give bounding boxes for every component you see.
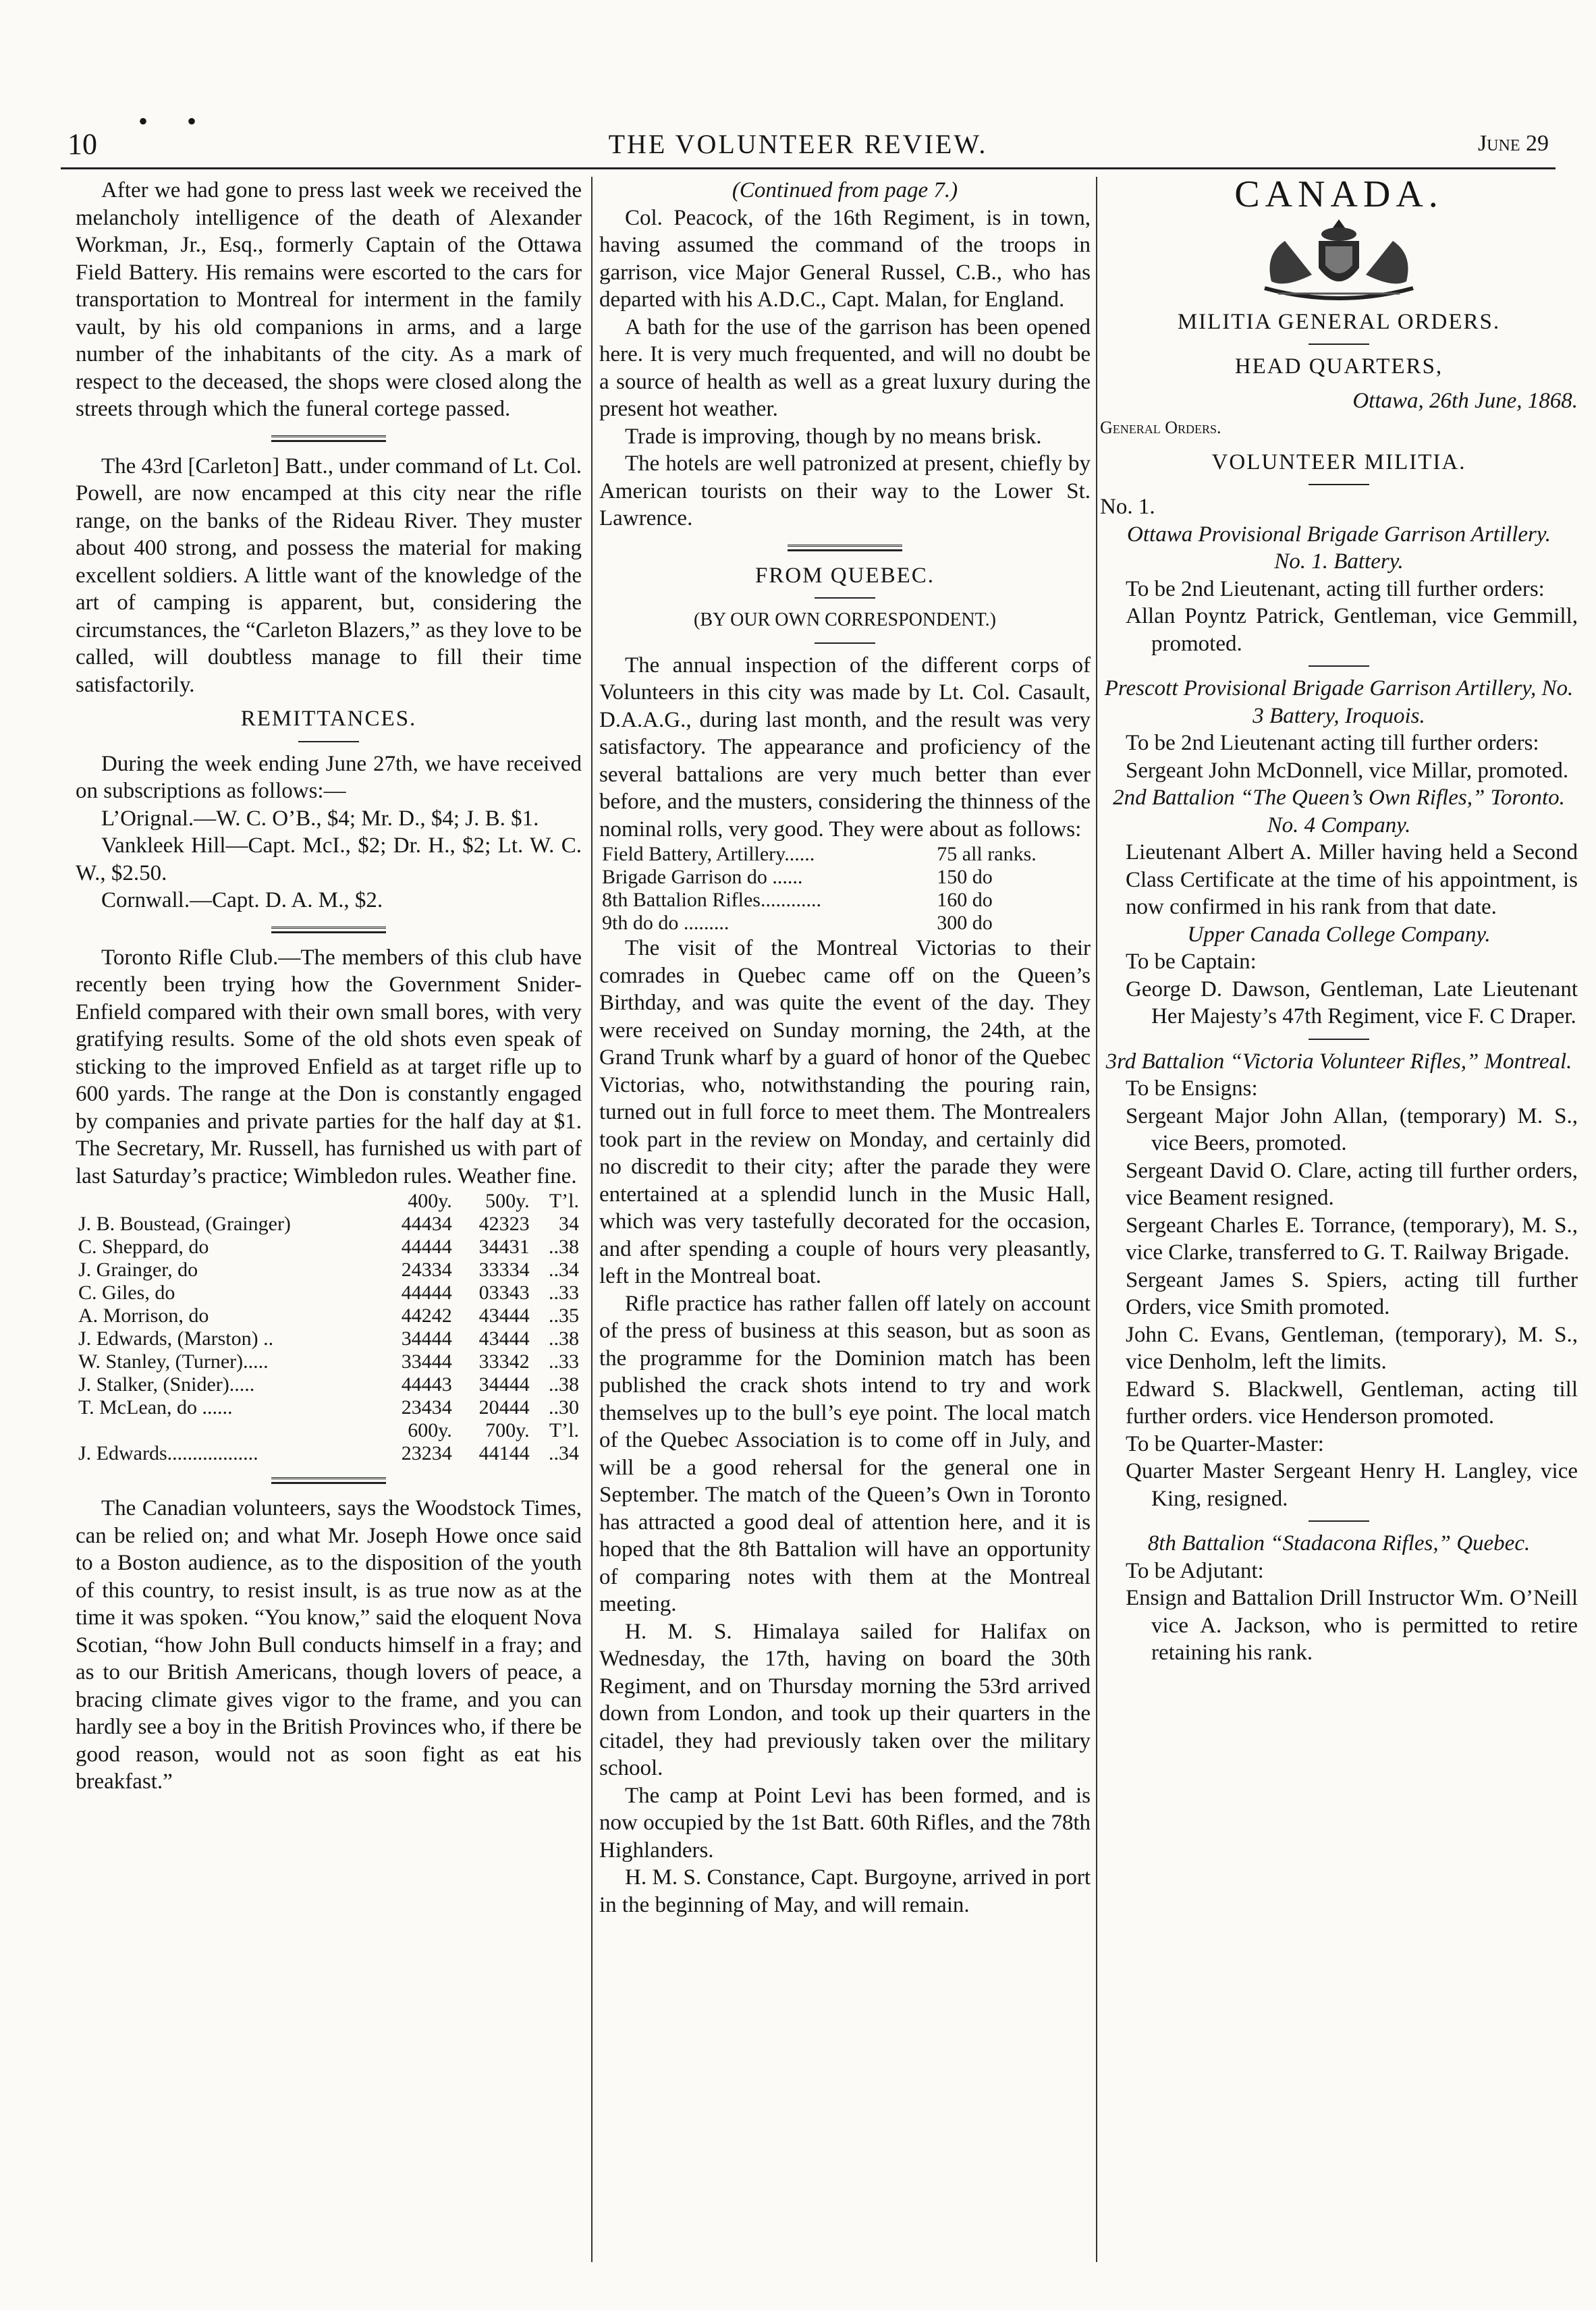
column-3 (1100, 173, 1578, 1667)
order-detail: Ensign and Battalion Drill Instructor Wm. O’Neill vice A. Jackson, who is permitted to retire retaining his rank. (1126, 1586, 1578, 1665)
order-detail: Edward S. Blackwell, Gentleman, acting till further orders. vice Henderson promoted. (1126, 1377, 1578, 1429)
hq-heading: HEAD QUARTERS, (1234, 354, 1443, 379)
table-row: C. Sheppard, do 44444 34431 ..38 (78, 1236, 579, 1258)
section-rule (271, 927, 386, 933)
table-row: W. Stanley, (Turner)..... 33444 33342 ..33 (78, 1350, 579, 1373)
short-rule (1309, 665, 1369, 667)
column-1 (76, 177, 582, 1796)
unit-subheading: No. 4 Company. (1267, 813, 1411, 837)
paragraph: Col. Peacock, of the 16th Regiment, is in town, having assumed the command of the troops in garrison, vice Major General Russel, C.B., who has departed with his A.D.C., Capt. Malan, for England. (599, 205, 1091, 312)
paragraph: The hotels are well patronized at present, chiefly by American tourists on their way to the Lower St. Lawrence. (599, 451, 1091, 530)
short-rule (1309, 1039, 1369, 1040)
order-detail: Sergeant Charles E. Torrance, (temporary), M. S., vice Clarke, transferred to G. T. Railway Brigade. (1126, 1213, 1578, 1265)
short-rule (815, 597, 875, 599)
paragraph: Rifle practice has rather fallen off lately on account of the press of business at this season, but as soon as the programme for the Dominion match has been published the crack shots intend to try and work themselves up to the bull’s eye point. The local match of the Quebec Association is to come off in July, and will be a good rehersal for the general one in September. The match of the Queen’s Own in Toronto has attracted a good deal of attention here, and it is hoped that the 8th Battalion will have an opportunity of comparing notes with them at the Montreal meeting. (599, 1291, 1091, 1616)
masthead-title: THE VOLUNTEER REVIEW. (608, 129, 988, 159)
order-detail: Sergeant James S. Spiers, acting till further Orders, vice Smith promoted. (1126, 1267, 1578, 1319)
table-row: 9th do do ......... 300 do (602, 912, 993, 934)
remittances-heading: REMITTANCES. (240, 707, 417, 731)
column-2 (599, 177, 1091, 1919)
orders-title: MILITIA GENERAL ORDERS. (1177, 309, 1501, 334)
table-row: J. Grainger, do 24334 33334 ..34 (78, 1259, 579, 1281)
remittance-entry: L’Orignal.—W. C. O’B., $4; Mr. D., $4; J. B. $1. (101, 806, 539, 831)
hq-date: Ottawa, 26th June, 1868. (1352, 388, 1578, 413)
order-line: To be Captain: (1126, 950, 1257, 974)
paragraph: H. M. S. Himalaya sailed for Halifax on Wednesday, the 17th, having on board the 30th Regiment, and on Thursday morning the 53rd arrived down from London, and took up their quarters in the citadel, they had previously taken over the military school. (599, 1619, 1091, 1780)
column-divider (591, 177, 593, 2262)
page-number: 10 (67, 128, 97, 161)
scores-header-row: 400y. 500y. T’l. (408, 1190, 579, 1212)
article-woodstock: The Canadian volunteers, says the Woodstock Times, can be relied on; and what Mr. Joseph Howe once said to a Boston audience, as to the disposition of the youth of this country, to resist insult, is as true now as at the time it was spoken. “You know,” said the eloquent Nova Scotian, “how John Bull conducts himself in a fray; and as to our British Americans, though lovers of peace, a bracing climate gives vigor to the frame, and you can hardly see a boy in the British Provinces who, if there be good reason, would not as soon fight as eat his breakfast.” (76, 1496, 582, 1794)
ornament-dots: • • (138, 106, 213, 136)
coat-of-arms-icon (1238, 214, 1440, 302)
table-row: Field Battery, Artillery...... 75 all ranks. (602, 843, 1037, 865)
order-detail: John C. Evans, Gentleman, (temporary), M. S., vice Denholm, left the limits. (1126, 1322, 1578, 1374)
paragraph: The camp at Point Levi has been formed, and is now occupied by the 1st Batt. 60th Rifles, and the 78th Highlanders. (599, 1783, 1091, 1863)
paragraph: The visit of the Montreal Victorias to their comrades in Quebec came off on the Queen’s Birthday, and was quite the event of the day. They were received on Sunday morning, the 24th, at the Grand Trunk wharf by a guard of honor of the Quebec Victorias, who, notwithstanding the pouring rain, turned out in full force to meet them. The Montrealers took part in the review on Monday, and certainly did no discredit to their city; after the parade they were entertained at a splendid lunch in the Music Hall, which was very tastefully decorated for the occasion, and after spending a couple of hours very pleasantly, left in the Montreal boat. (599, 936, 1091, 1288)
continued-note: (Continued from page 7.) (732, 178, 958, 202)
order-line: To be Ensigns: (1126, 1076, 1258, 1101)
order-detail: Sergeant David O. Clare, acting till further orders, vice Beament resigned. (1126, 1158, 1578, 1210)
paragraph: H. M. S. Constance, Capt. Burgoyne, arrived in port in the beginning of May, and will remain. (599, 1865, 1091, 1917)
unit-heading: 2nd Battalion “The Queen’s Own Rifles,” Toronto. (1113, 786, 1565, 810)
order-detail: Quarter Master Sergeant Henry H. Langley, vice King, resigned. (1126, 1459, 1578, 1511)
table-row: C. Giles, do 44444 03343 ..33 (78, 1282, 579, 1304)
general-orders-label: General Orders. (1100, 418, 1221, 437)
unit-subheading: No. 1. Battery. (1274, 549, 1404, 574)
paragraph: The annual inspection of the different corps of Volunteers in this city was made by Lt. Col. Casault, D.A.A.G., during last month, and the result was very satisfactory. The appearance and proficiency of the several battalions are very much better than ever before, and the musters, considering the thinness of the nominal rolls, very good. They were about as follows: (599, 653, 1091, 842)
section-rule (271, 1477, 386, 1484)
order-detail: Allan Poyntz Patrick, Gentleman, vice Gemmill, promoted. (1126, 604, 1578, 656)
short-rule (815, 642, 875, 644)
order-line: To be 2nd Lieutenant, acting till further orders: (1126, 576, 1545, 601)
header-rule (61, 167, 1556, 169)
byline: (BY OUR OWN CORRESPONDENT.) (694, 609, 996, 630)
table-row: J. Edwards, (Marston) .. 34444 43444 ..38 (78, 1327, 579, 1350)
article-workman: After we had gone to press last week we received the melancholy intelligence of the death of Alexander Workman, Jr., Esq., formerly Captain of the Ottawa Field Battery. His remains were escorted to the cars for transportation to Montreal for interment in the family vault, by his old companions in arms, and a large number of the inhabitants of the city. As a mark of respect to the deceased, the shops were closed along the streets through which the funeral cortege passed. (76, 178, 582, 421)
issue-date: June 29 (1477, 131, 1549, 156)
order-detail: George D. Dawson, Gentleman, Late Lieutenant Her Majesty’s 47th Regiment, vice F. C Draper. (1126, 977, 1578, 1028)
article-carleton: The 43rd [Carleton] Batt., under command of Lt. Col. Powell, are now encamped at this city near the rifle range, on the banks of the Rideau River. They muster about 400 strong, and possess the material for making excellent soldiers. A little want of the knowledge of the art of camping is apparent, but, considering the circumstances, the “Carleton Blazers,” as they love to be called, will doubtless manage to fill their time satisfactorily. (76, 453, 582, 697)
table-row: J. B. Boustead, (Grainger) 44434 42323 34 (78, 1213, 579, 1235)
short-rule (1309, 343, 1369, 345)
order-detail: Sergeant John McDonnell, vice Millar, promoted. (1126, 758, 1569, 783)
page-header (40, 106, 1556, 166)
order-line: Lieutenant Albert A. Miller having held a Second Class Certificate at the time of his appointment, is now confirmed in his rank from that date. (1126, 840, 1578, 919)
order-line: To be 2nd Lieutenant acting till further orders: (1126, 731, 1539, 755)
paragraph: A bath for the use of the garrison has been opened here. It is very much frequented, and will no doubt be a source of health as well as a great luxury during the present hot weather. (599, 314, 1091, 421)
volunteer-militia-heading: VOLUNTEER MILITIA. (1211, 449, 1466, 474)
table-row: A. Morrison, do 44242 43444 ..35 (78, 1304, 579, 1327)
musters-table (599, 843, 1091, 935)
table-row: J. Stalker, (Snider)..... 44443 34444 ..38 (78, 1373, 579, 1396)
table-row: T. McLean, do ...... 23434 20444 ..30 (78, 1396, 579, 1419)
article-rifle-club: Toronto Rifle Club.—The members of this club have recently been trying how the Government Snider-Enfield compared with their own small bores, with very gratifying results. Some of the old shots even speak of sticking to the improved Enfield as at target rifle up to 600 yards. The range at the Don is constantly engaged by companies and private parties for the half day at $1. The Secretary, Mr. Russell, has furnished us with part of last Saturday’s practice; Wimbledon rules. Weather fine. (76, 945, 582, 1188)
order-line: To be Adjutant: (1126, 1558, 1264, 1583)
column-divider (1096, 177, 1097, 2262)
order-detail: Sergeant Major John Allan, (temporary) M. S., vice Beers, promoted. (1126, 1103, 1578, 1155)
table-row: 8th Battalion Rifles............ 160 do (602, 889, 993, 911)
section-rule (271, 435, 386, 442)
remittances-intro: During the week ending June 27th, we have received on subscriptions as follows:— (76, 751, 582, 803)
order-line: To be Quarter-Master: (1126, 1431, 1324, 1456)
short-rule (1309, 1520, 1369, 1522)
unit-heading: Ottawa Provisional Brigade Garrison Artillery. (1127, 522, 1551, 547)
unit-heading: 8th Battalion “Stadacona Rifles,” Quebec. (1147, 1531, 1531, 1556)
section-rule (788, 545, 902, 551)
scores-header-row: 600y. 700y. T’l. (408, 1419, 579, 1441)
unit-subheading: Upper Canada College Company. (1187, 922, 1491, 947)
unit-heading: Prescott Provisional Brigade Garrison Artillery, No. 3 Battery, Iroquois. (1104, 676, 1574, 728)
remittance-entry: Vankleek Hill—Capt. McI., $2; Dr. H., $2; Lt. W. C. W., $2.50. (76, 833, 582, 885)
table-row: Brigade Garrison do ...... 150 do (602, 866, 993, 888)
unit-heading: 3rd Battalion “Victoria Volunteer Rifles,” Montreal. (1105, 1049, 1572, 1074)
remittance-entry: Cornwall.—Capt. D. A. M., $2. (101, 888, 383, 912)
short-rule (1309, 484, 1369, 485)
scores-table (76, 1190, 582, 1465)
quebec-heading: FROM QUEBEC. (754, 563, 935, 588)
paragraph: Trade is improving, though by no means brisk. (625, 424, 1042, 449)
table-row: J. Edwards.................. 23234 44144 ..34 (78, 1442, 579, 1464)
canada-heading: CANADA. (1234, 173, 1443, 215)
order-number: No. 1. (1100, 495, 1155, 519)
short-rule (298, 741, 359, 742)
